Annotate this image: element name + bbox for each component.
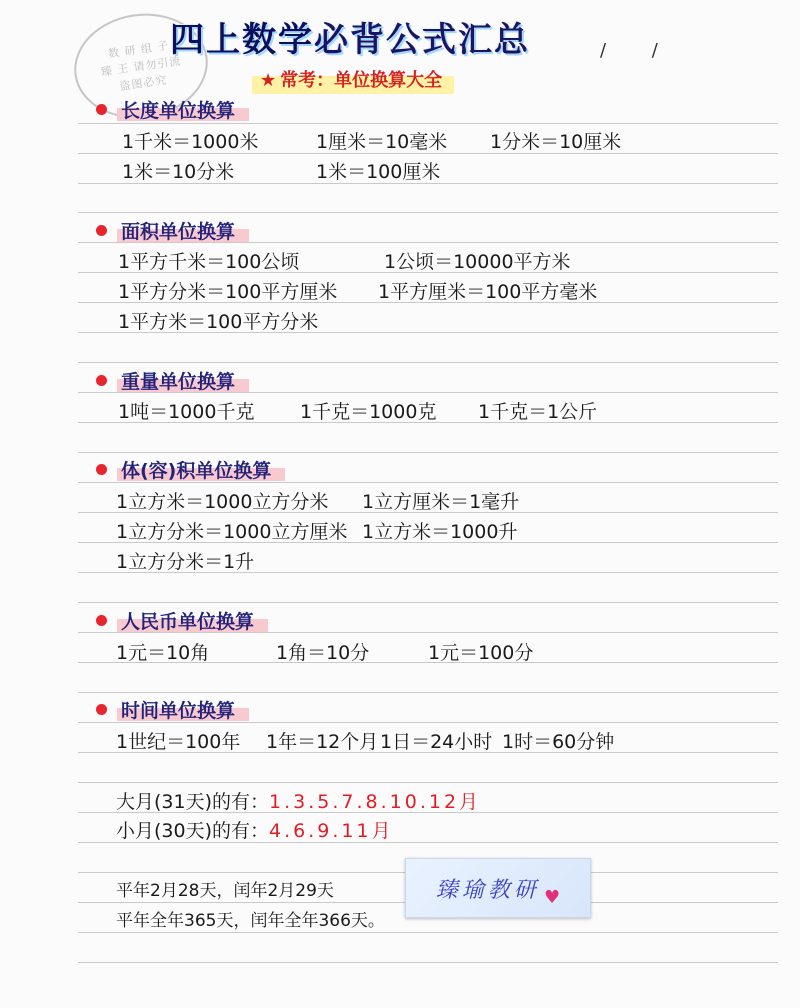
section-heading-currency [96, 607, 268, 634]
page-title [170, 12, 530, 61]
formula-item: 1平方厘米＝100平方毫米 [378, 281, 598, 303]
stamp-line-2: 臻 王 请勿引流 [99, 53, 183, 79]
signature-text: 臻瑜教研 [435, 877, 540, 903]
formula-item: 1千克＝1000克 [300, 401, 437, 423]
formula-item: 1立方米＝1000升 [362, 521, 518, 543]
formula-item: 1平方分米＝100平方厘米 [118, 281, 338, 303]
section-heading-text: 时间单位换算 [117, 696, 249, 723]
section-heading-text: 重量单位换算 [117, 367, 249, 394]
formula-item: 1千克＝1公斤 [478, 401, 598, 423]
formula-item: 1米＝10分米 [122, 161, 235, 183]
stamp-line-3: 盗图必究 [118, 73, 169, 93]
bullet-dot-icon [96, 704, 107, 715]
subtitle-text: 常考：单位换算大全 [280, 70, 443, 91]
leap-year-line-2: 平年全年365天，闰年全年366天。 [116, 911, 385, 931]
subtitle-banner [252, 64, 454, 94]
formula-item: 1米＝100厘米 [316, 161, 441, 183]
title-decoration: / / [600, 40, 678, 61]
formula-item: 1元＝10角 [116, 642, 210, 664]
big-months-line [116, 787, 481, 814]
page-title-main: 四上数学 [170, 20, 314, 60]
formula-item: 1立方分米＝1000立方厘米 [116, 521, 348, 543]
small-months-line [116, 816, 394, 843]
heart-icon: ♥ [543, 886, 561, 908]
formula-item: 1厘米＝10毫米 [316, 131, 448, 153]
section-heading-length [96, 96, 249, 123]
signature-card [405, 858, 591, 918]
bullet-dot-icon [96, 615, 107, 626]
formula-item: 1立方分米＝1升 [116, 551, 255, 573]
formula-item: 1分米＝10厘米 [490, 131, 622, 153]
formula-item: 1平方米＝100平方分米 [118, 311, 319, 333]
formula-item: 1平方千米＝100公顷 [118, 251, 300, 273]
section-heading-text: 体(容)积单位换算 [117, 456, 285, 483]
bullet-dot-icon [96, 464, 107, 475]
formula-item: 1吨＝1000千克 [118, 401, 255, 423]
formula-item: 1立方厘米＝1毫升 [362, 491, 520, 513]
formula-item: 1元＝100分 [428, 642, 534, 664]
formula-item: 1立方米＝1000立方分米 [116, 491, 329, 513]
big-months-label: 大月(31天)的有： [116, 791, 270, 813]
section-heading-text: 长度单位换算 [117, 96, 249, 123]
section-heading-text: 面积单位换算 [117, 217, 249, 244]
section-heading-text: 人民币单位换算 [117, 607, 268, 634]
section-heading-area [96, 217, 249, 244]
section-heading-weight [96, 367, 249, 394]
bullet-dot-icon [96, 104, 107, 115]
small-months-values: 4.6.9.11月 [269, 820, 394, 842]
page-title-rest: 必背公式汇总 [314, 20, 530, 60]
formula-item: 1日＝24小时 [380, 731, 493, 753]
big-months-values: 1.3.5.7.8.10.12月 [269, 791, 482, 813]
formula-item: 1年＝12个月 [266, 731, 379, 753]
bullet-dot-icon [96, 225, 107, 236]
section-heading-volume [96, 456, 285, 483]
formula-item: 1公顷＝10000平方米 [384, 251, 571, 273]
formula-item: 1角＝10分 [276, 642, 370, 664]
formula-item: 1时＝60分钟 [502, 731, 615, 753]
formula-item: 1千米＝1000米 [122, 131, 259, 153]
section-heading-time [96, 696, 249, 723]
stamp-line-1: 数 研 组 子 [107, 38, 170, 60]
leap-year-line-1: 平年2月28天，闰年2月29天 [116, 881, 334, 901]
small-months-label: 小月(30天)的有： [116, 820, 270, 842]
bullet-dot-icon [96, 375, 107, 386]
star-icon: ★ [260, 70, 277, 91]
formula-item: 1世纪＝100年 [116, 731, 241, 753]
